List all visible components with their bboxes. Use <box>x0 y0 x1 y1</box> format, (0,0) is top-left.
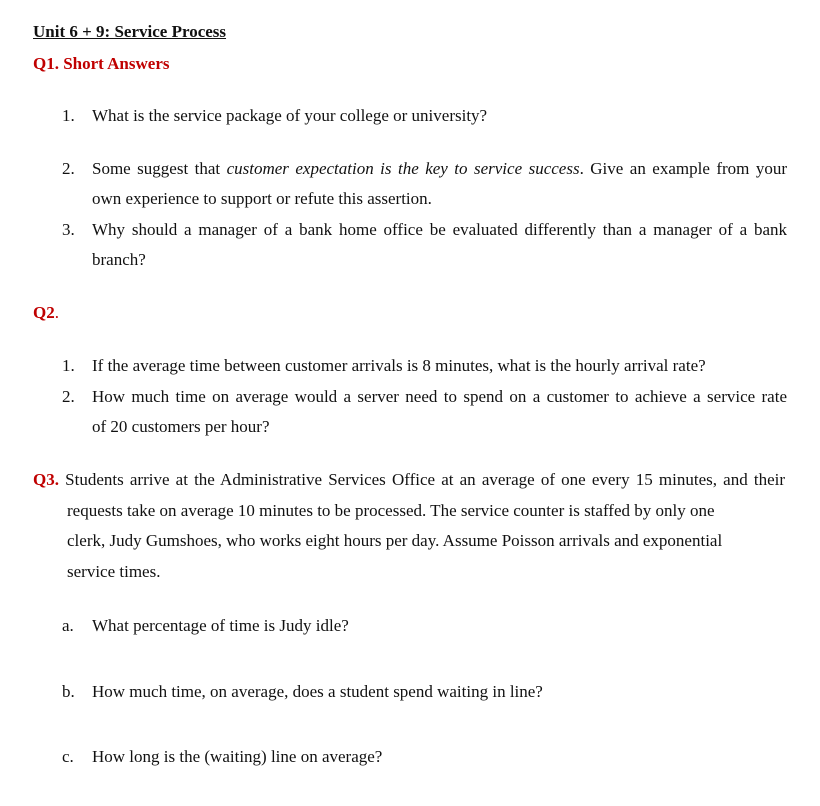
q2-heading-label: Q2 <box>33 303 55 322</box>
q2-item-2-line-2: of 20 customers per hour? <box>92 417 270 436</box>
page-title: Unit 6 + 9: Service Process <box>33 22 227 41</box>
q3-item-c-label: c. <box>62 747 74 766</box>
q2-heading-dot: . <box>54 303 59 322</box>
q1-heading: Q1. Short Answers <box>33 54 170 73</box>
q3-item-b-label: b. <box>62 682 75 701</box>
q1-item-3-number: 3. <box>62 220 75 239</box>
q1-item-2-text-pre: Some suggest that <box>92 159 227 178</box>
q3-item-c-text: How long is the (waiting) line on average? <box>92 747 383 766</box>
q1-item-2-line-1 <box>92 159 787 179</box>
q2-item-1-number: 1. <box>62 356 75 375</box>
q1-item-2-number: 2. <box>62 159 75 178</box>
q1-item-3-line-1: Why should a manager of a bank home office be evaluated differently than a manager of a bank <box>92 220 787 239</box>
q2-item-2-number: 2. <box>62 387 75 406</box>
q1-item-1-text: What is the service package of your college or university? <box>92 106 488 125</box>
q3-heading: Q3. <box>33 470 59 489</box>
q2-item-1-text: If the average time between customer arrivals is 8 minutes, what is the hourly arrival rate? <box>92 356 706 375</box>
q3-line-2: requests take on average 10 minutes to be processed. The service counter is staffed by only one <box>67 501 715 520</box>
q1-item-3-line-2: branch? <box>92 250 146 269</box>
q1-item-2-line-2: own experience to support or refute this assertion. <box>92 189 432 208</box>
q2-heading <box>33 303 59 323</box>
q2-item-2-line-1: How much time on average would a server need to spend on a customer to achieve a service rate <box>92 387 787 406</box>
q3-line-3: clerk, Judy Gumshoes, who works eight hours per day. Assume Poisson arrivals and exponential <box>67 531 723 550</box>
q1-item-2-emphasis: customer expectation is the key to service success <box>226 159 580 178</box>
q1-item-1-number: 1. <box>62 106 75 125</box>
q3-item-b-text: How much time, on average, does a student spend waiting in line? <box>92 682 543 701</box>
q3-line-4: service times. <box>67 562 161 581</box>
q3-item-a-label: a. <box>62 616 74 635</box>
q3-line-1 <box>33 470 785 490</box>
q1-item-2-text-post: . Give an example from your <box>579 159 787 178</box>
q3-line-1-text: Students arrive at the Administrative Services Office at an average of one every 15 minutes, and their <box>65 470 785 489</box>
q3-item-a-text: What percentage of time is Judy idle? <box>92 616 349 635</box>
